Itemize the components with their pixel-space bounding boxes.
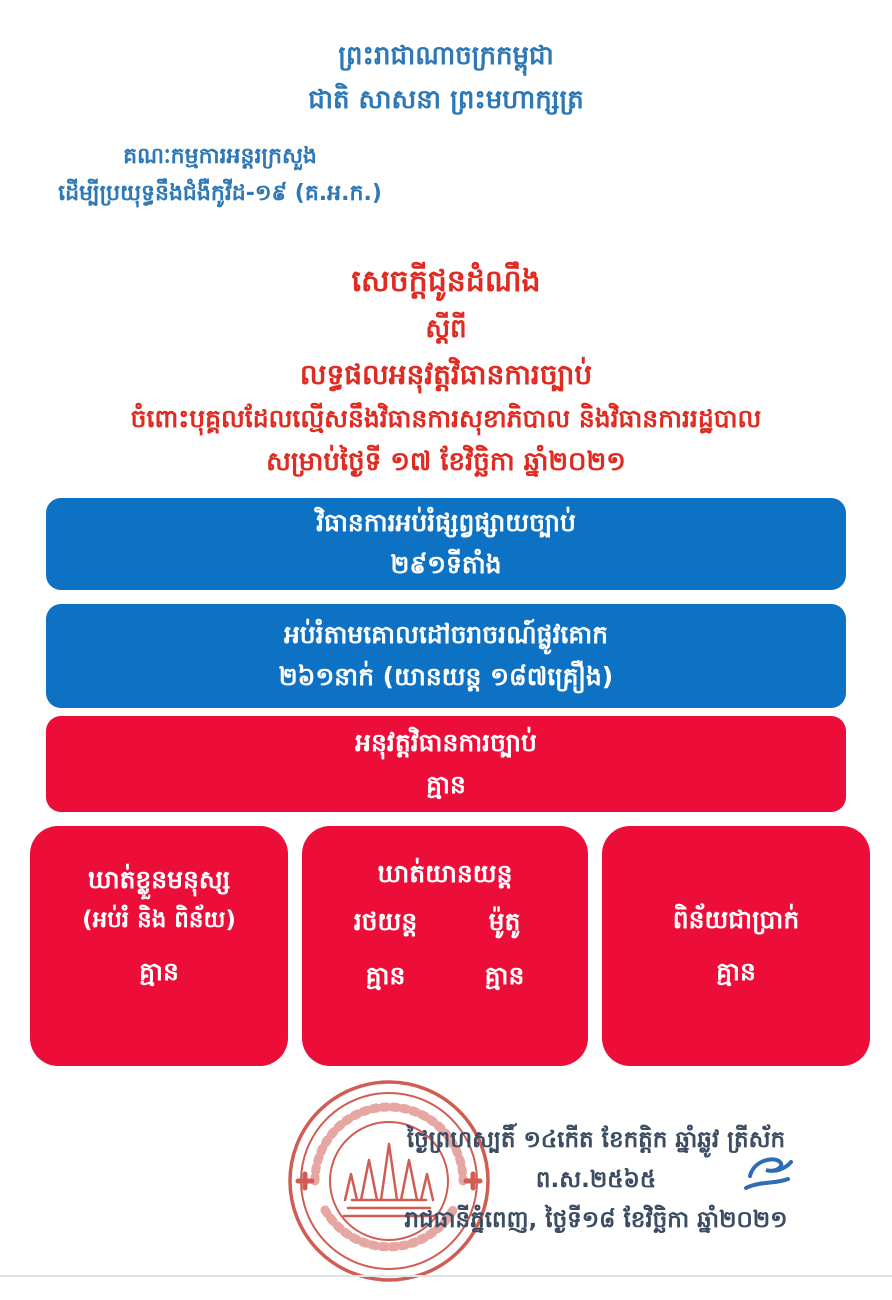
- document-title: [0, 258, 892, 484]
- stat-cell-detained-persons: [30, 826, 288, 1066]
- committee-purpose: ដើម្បីប្រយុទ្ធនឹងជំងឺកូវីដ-១៩ (គ.អ.ក.): [58, 181, 382, 206]
- stat-label: វិធានការអប់រំផ្សព្វផ្សាយច្បាប់: [316, 508, 576, 537]
- title-announcement: សេចក្តីជូនដំណឹង: [351, 264, 541, 299]
- stat-label: ឃាត់យានយន្ត: [377, 859, 513, 888]
- footer: [0, 1072, 892, 1300]
- gregorian-date-line: រាជធានីភ្នំពេញ, ថ្ងៃទី១៨ ខែវិច្ឆិកា ឆ្នាំ២០២១: [404, 1207, 788, 1233]
- title-results: លទ្ធផលអនុវត្តវិធានការច្បាប់: [299, 358, 593, 391]
- lunar-date-line: ថ្ងៃព្រហស្បតិ៍ ១៤កើត ខែកត្តិក ឆ្នាំឆ្លូវ ត្រីស័ក ព.ស.២៥៦៥: [406, 1127, 786, 1193]
- stat-box-education-sites: [46, 498, 846, 590]
- nation-religion-king: ជាតិ សាសនា ព្រះមហាក្សត្រ: [308, 85, 584, 115]
- stat-label: ពិន័យជាប្រាក់: [672, 905, 800, 934]
- stat-value: ២៦១នាក់ (យានយន្ត ១៨៧គ្រឿង): [278, 662, 614, 691]
- stat-row: [30, 826, 868, 1066]
- committee-block: [0, 138, 440, 212]
- stat-label: ឃាត់ខ្លួនមនុស្ស: [87, 865, 231, 894]
- kingdom-title: ព្រះរាជាណាចក្រកម្ពុជា: [338, 41, 554, 71]
- national-motto: [0, 0, 892, 122]
- stat-cell-detained-vehicles: [302, 826, 588, 1066]
- stat-label: អប់រំតាមគោលដៅចរាចរណ៍ផ្លូវគោក: [283, 620, 609, 649]
- stat-sublabel: (អប់រំ និង ពិន័យ): [82, 907, 236, 933]
- title-date: សម្រាប់ថ្ងៃទី ១៧ ខែវិច្ឆិកា ឆ្នាំ២០២១: [266, 447, 626, 477]
- stat-value: គ្មាន: [716, 957, 756, 986]
- car-label: រថយន្ត: [353, 907, 418, 936]
- title-subject: ចំពោះបុគ្គលដែលល្មើសនឹងវិធានការសុខាភិបាល និងវិធានការរដ្ឋបាល: [130, 404, 762, 433]
- vehicle-type-labels: [302, 902, 588, 942]
- stat-label: អនុវត្តវិធានការច្បាប់: [355, 728, 537, 757]
- title-regarding: ស្តីពី: [425, 314, 467, 344]
- moto-label: ម៉ូតូ: [488, 907, 521, 936]
- vehicle-type-values: [302, 956, 588, 996]
- stat-value: គ្មាន: [139, 957, 179, 986]
- stat-value: ២៩១ទីតាំង: [390, 550, 502, 579]
- stat-box-legal-measures: [46, 716, 846, 812]
- stat-cell-monetary-fine: [602, 826, 870, 1066]
- signature-icon: [736, 1150, 798, 1202]
- stat-box-traffic-education: [46, 604, 846, 708]
- stat-value: គ្មាន: [426, 770, 466, 799]
- committee-name: គណៈកម្មការអន្តរក្រសួង: [123, 144, 317, 169]
- car-value: គ្មាន: [365, 961, 406, 990]
- moto-value: គ្មាន: [484, 961, 525, 990]
- page-bottom-divider: [0, 1275, 892, 1277]
